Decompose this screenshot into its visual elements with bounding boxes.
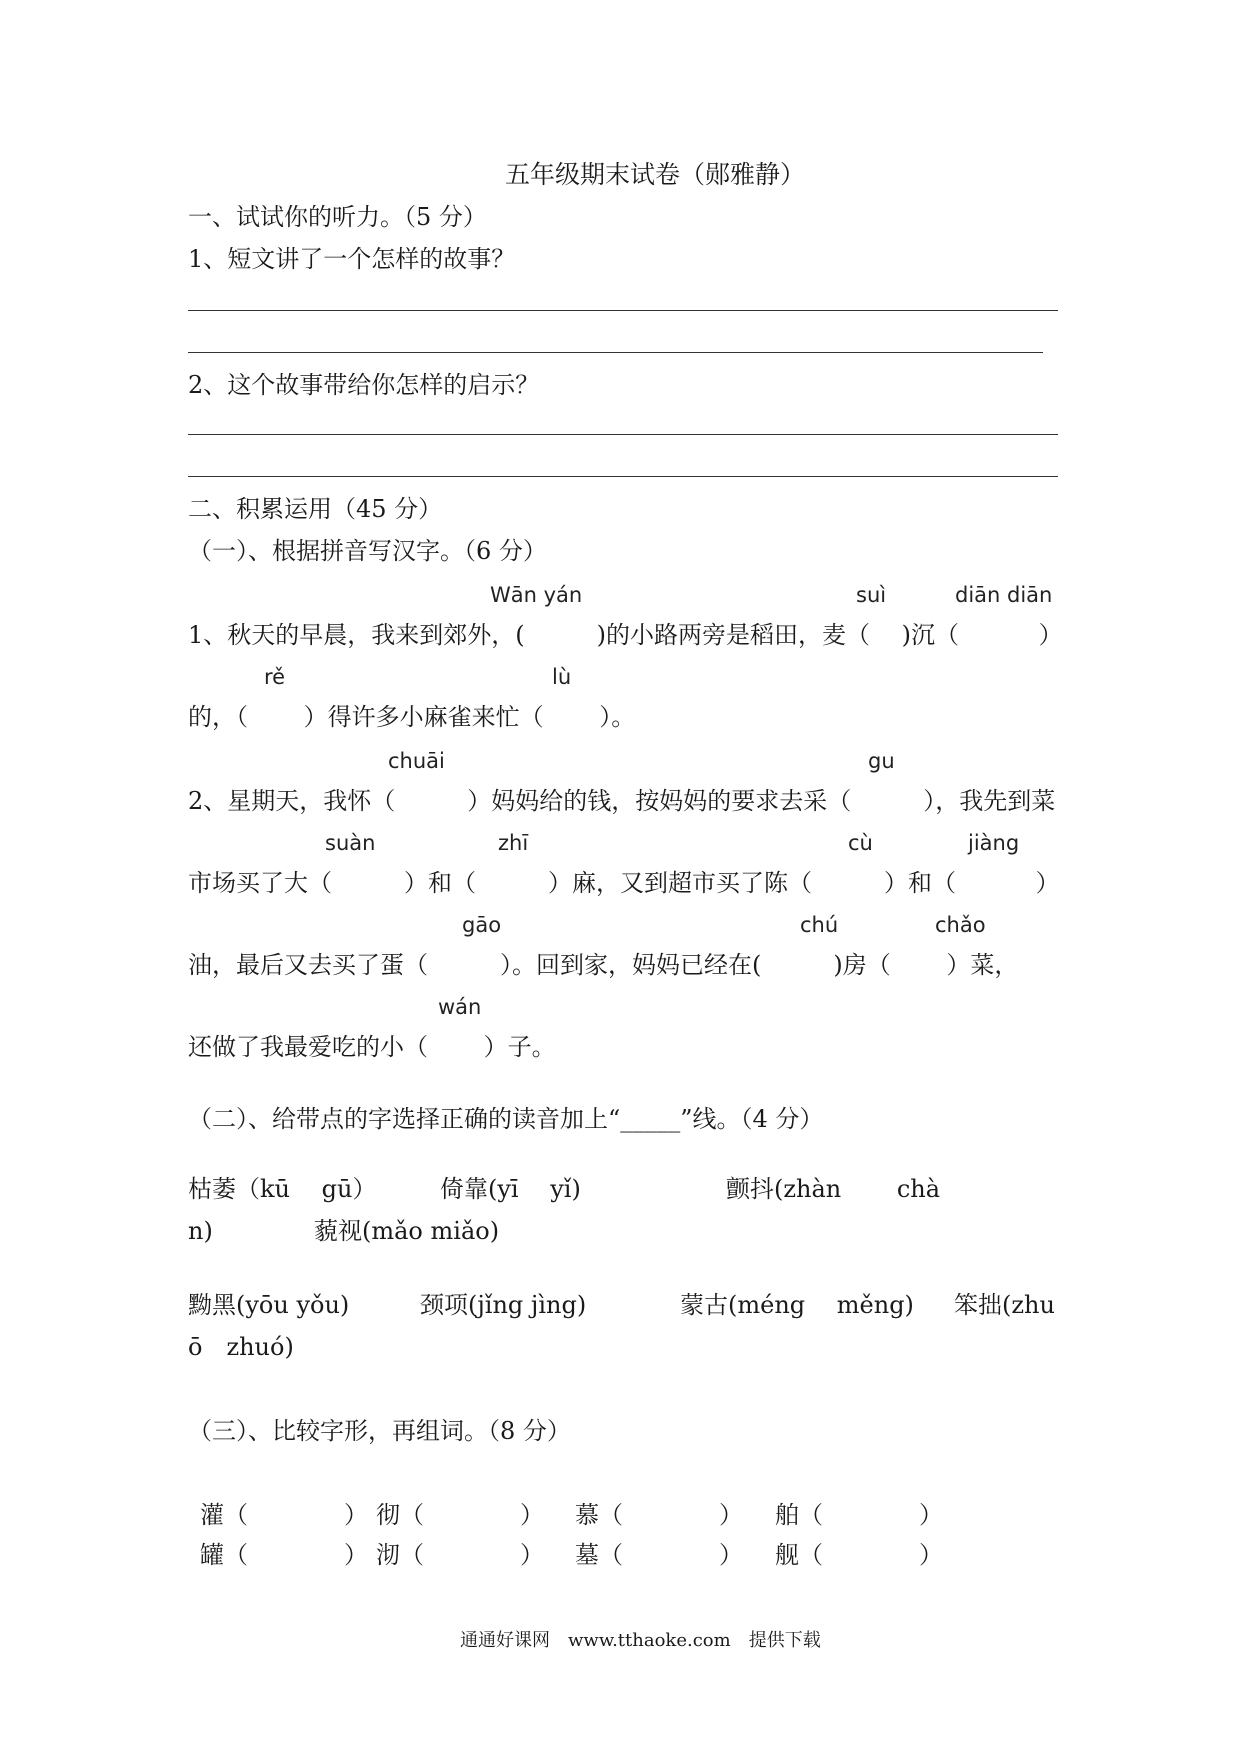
pinyin-hint: wán xyxy=(438,995,482,1019)
pinyin-hint: gu xyxy=(868,749,895,773)
answer-line xyxy=(188,310,1058,311)
word-group-item: 灌（ ） xyxy=(200,1501,368,1529)
pinyin-hint: lù xyxy=(552,665,572,689)
pronunciation-item: 笨拙(zhu xyxy=(954,1291,1055,1319)
pinyin-hint: rě xyxy=(264,665,286,689)
fill-in-sentence: 2、星期天，我怀（ ）妈妈给的钱，按妈妈的要求去采（ ），我先到菜 xyxy=(188,787,1056,815)
word-group-item: 沏（ ） xyxy=(376,1541,544,1569)
pinyin-hint: chú xyxy=(800,913,839,937)
pinyin-hint: suì xyxy=(856,583,887,607)
pronunciation-item: ō zhuó) xyxy=(188,1333,294,1361)
pronunciation-item: 枯萎（kū gū） xyxy=(188,1175,377,1203)
page-footer: 通通好课网 www.tthaoke.com 提供下载 xyxy=(460,1630,821,1651)
pinyin-hint: chǎo xyxy=(935,913,986,937)
pinyin-hint: Wān yán xyxy=(490,583,583,607)
fill-in-sentence: 的，（ ）得许多小麻雀来忙（ ）。 xyxy=(188,703,636,731)
pinyin-hint: suàn xyxy=(325,831,376,855)
pronunciation-item: 颈项(jǐng jìng) xyxy=(420,1291,587,1319)
word-group-item: 彻（ ） xyxy=(376,1501,544,1529)
answer-line xyxy=(188,352,1043,353)
pinyin-hint: chuāi xyxy=(388,749,445,773)
pronunciation-item: 颤抖(zhàn chà xyxy=(726,1175,941,1203)
pronunciation-item: 藐视(mǎo miǎo) xyxy=(314,1217,500,1245)
pinyin-hint: jiàng xyxy=(968,831,1020,855)
section1-question-2: 2、这个故事带给你怎样的启示？ xyxy=(188,371,540,399)
part3-heading: （三）、比较字形，再组词。（8 分） xyxy=(188,1417,571,1445)
section1-heading: 一、试试你的听力。（5 分） xyxy=(188,203,487,231)
word-group-item: 罐（ ） xyxy=(200,1541,368,1569)
pronunciation-item: n) xyxy=(188,1217,213,1245)
fill-in-sentence: 还做了我最爱吃的小（ ）子。 xyxy=(188,1033,556,1061)
pronunciation-item: 黝黑(yōu yǒu) xyxy=(188,1291,350,1319)
answer-line xyxy=(188,434,1058,435)
word-group-item: 舶（ ） xyxy=(775,1501,943,1529)
part2-heading: （二）、给带点的字选择正确的读音加上“_____”线。（4 分） xyxy=(188,1105,824,1133)
page-title: 五年级期末试卷（郧雅静） xyxy=(505,160,806,189)
section2-heading: 二、积累运用（45 分） xyxy=(188,495,443,523)
pinyin-hint: zhī xyxy=(498,831,529,855)
pinyin-hint: gāo xyxy=(462,913,502,937)
section1-question-1: 1、短文讲了一个怎样的故事？ xyxy=(188,245,516,273)
answer-line xyxy=(188,476,1058,477)
fill-in-sentence: 市场买了大（ ）和（ ）麻，又到超市买了陈（ ）和（ ） xyxy=(188,869,1060,897)
pronunciation-item: 蒙古(méng měng) xyxy=(680,1291,914,1319)
part1-heading: （一）、根据拼音写汉字。（6 分） xyxy=(188,537,547,565)
fill-in-sentence: 油，最后又去买了蛋（ ）。回到家，妈妈已经在( )房（ ）菜， xyxy=(188,951,1019,979)
pronunciation-item: 倚靠(yī yǐ) xyxy=(440,1175,581,1203)
pinyin-hint: cù xyxy=(848,831,873,855)
word-group-item: 墓（ ） xyxy=(575,1541,743,1569)
word-group-item: 舰（ ） xyxy=(775,1541,943,1569)
pinyin-hint: diān diān xyxy=(955,583,1053,607)
fill-in-sentence: 1、秋天的早晨，我来到郊外，( )的小路两旁是稻田，麦（ )沉（ ） xyxy=(188,621,1063,649)
word-group-item: 慕（ ） xyxy=(575,1501,743,1529)
